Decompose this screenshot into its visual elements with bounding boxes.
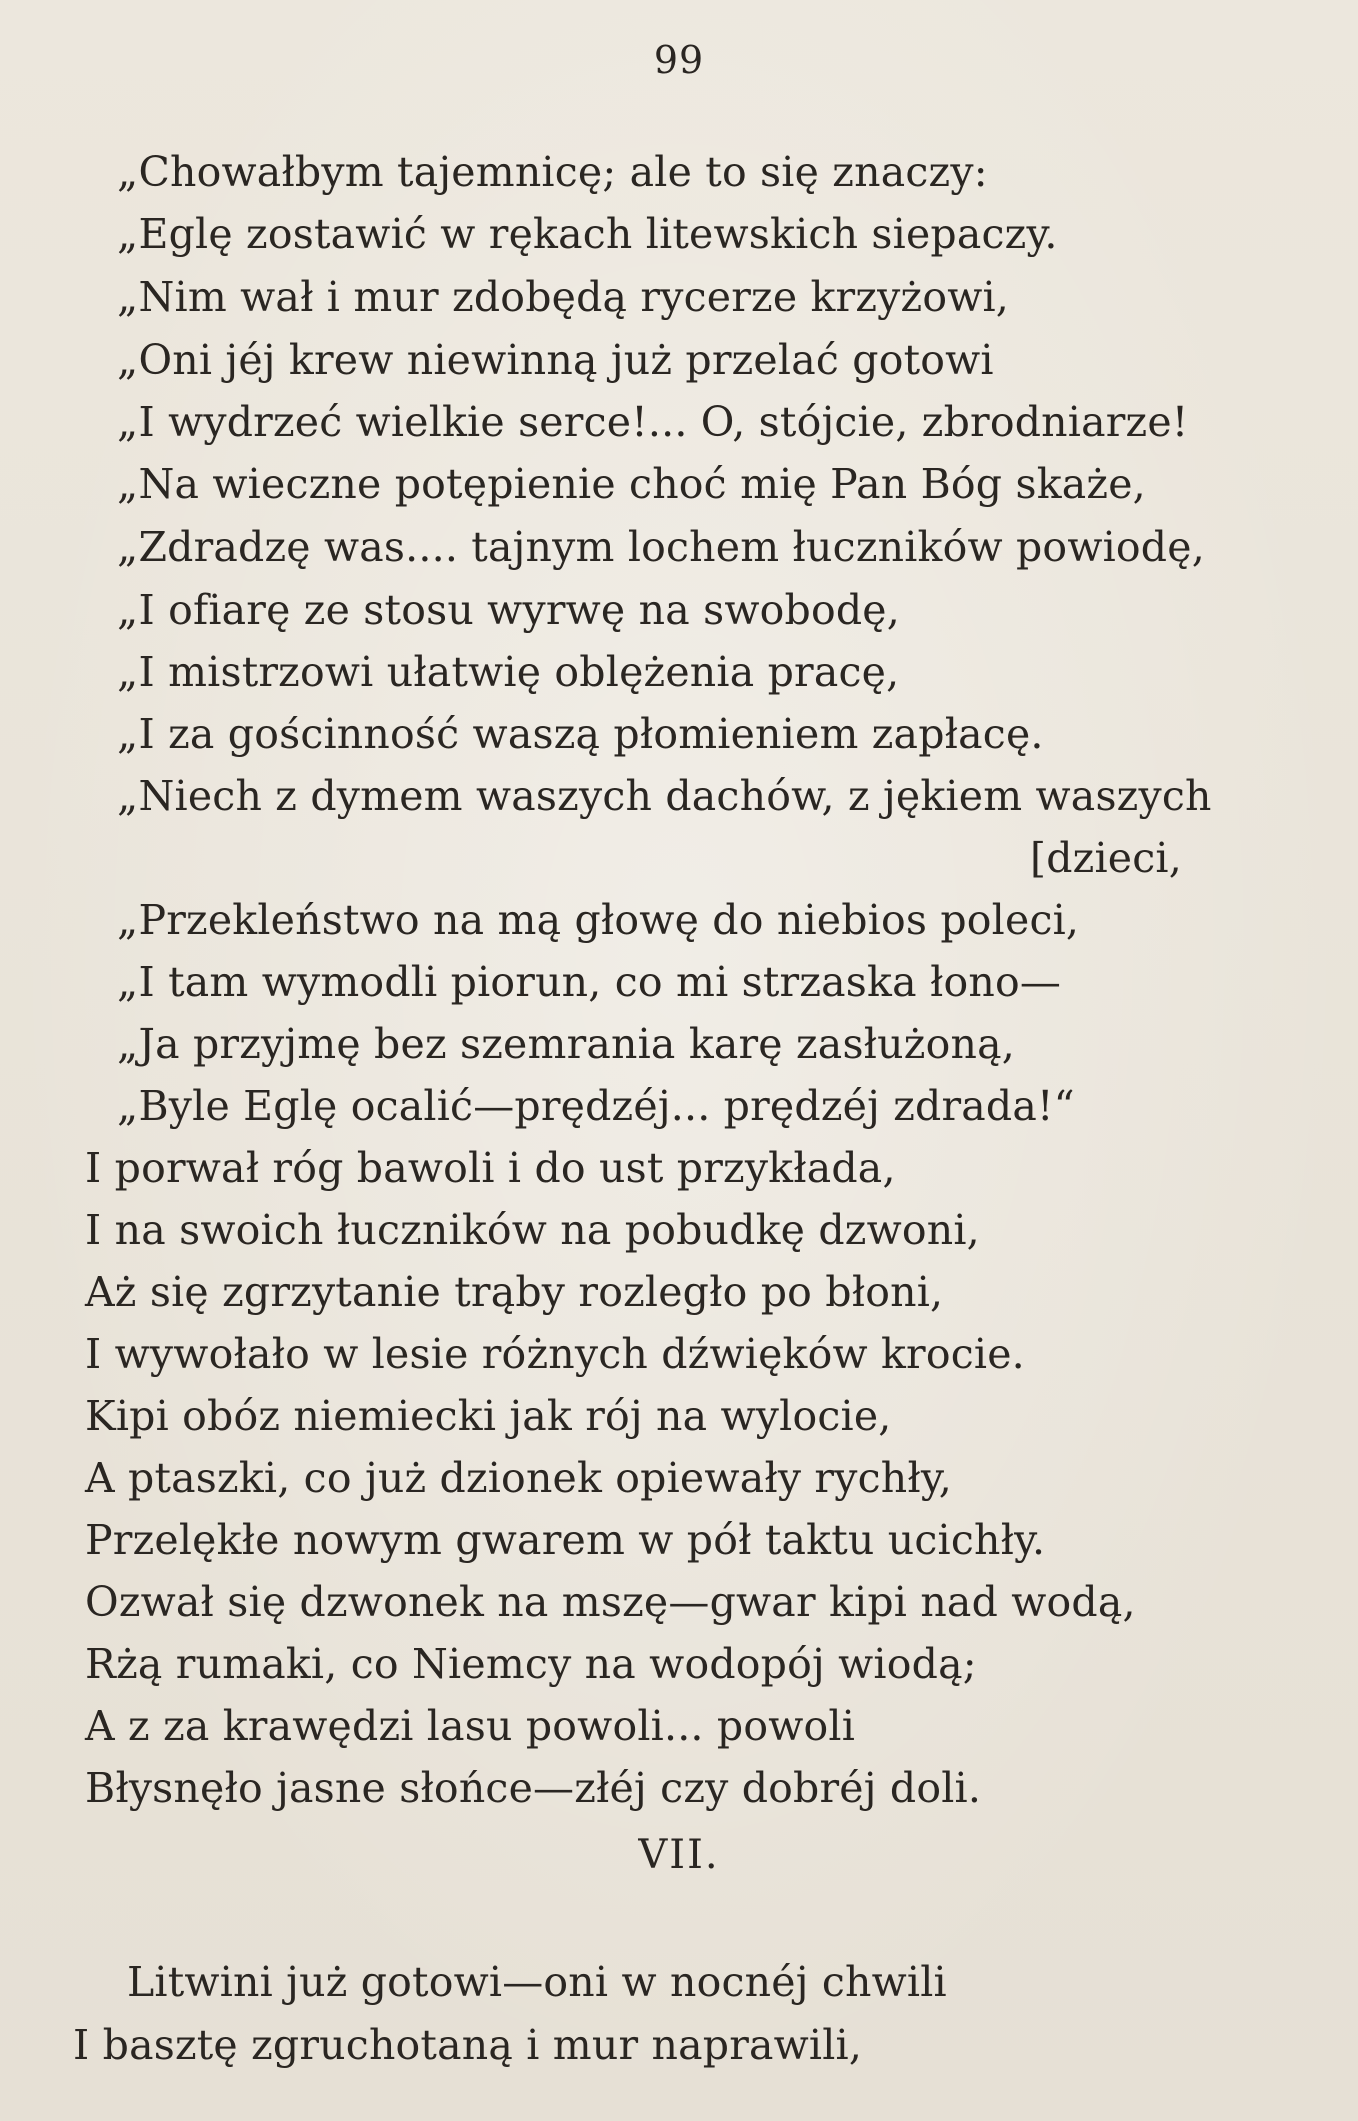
verse-line: „Oni jéj krew niewinną już przelać gotowi — [117, 336, 994, 384]
verse-line: Aż się zgrzytanie trąby rozległo po błoni, — [85, 1268, 944, 1316]
verse-line: „Byle Eglę ocalić—prędzéj... prędzéj zdrada!“ — [117, 1082, 1075, 1130]
verse-line: „I tam wymodli piorun, co mi strzaska łono— — [117, 958, 1062, 1006]
verse-line-continuation: [dzieci, — [1030, 834, 1182, 882]
verse-line: „I mistrzowi ułatwię oblężenia pracę, — [117, 648, 900, 696]
verse-line: I porwał róg bawoli i do ust przykłada, — [85, 1144, 896, 1192]
verse-line: A z za krawędzi lasu powoli... powoli — [85, 1702, 856, 1750]
verse-line: Kipi obóz niemiecki jak rój na wylocie, — [85, 1392, 892, 1440]
verse-line: I basztę zgruchotaną i mur naprawili, — [73, 2021, 863, 2069]
verse-line: „Nim wał i mur zdobędą rycerze krzyżowi, — [117, 273, 1010, 321]
verse-line: A ptaszki, co już dzionek opiewały rychły, — [85, 1454, 952, 1502]
verse-line: „Eglę zostawić w rękach litewskich siepaczy. — [117, 210, 1058, 258]
verse-line: „Chowałbym tajemnicę; ale to się znaczy: — [117, 148, 988, 196]
verse-line: „I wydrzeć wielkie serce!... O, stójcie, zbrodniarze! — [117, 398, 1189, 446]
verse-line: „I ofiarę ze stosu wyrwę na swobodę, — [117, 586, 900, 634]
verse-line: I wywołało w lesie różnych dźwięków krocie. — [85, 1330, 1025, 1378]
verse-line: Przelękłe nowym gwarem w pół taktu ucichły. — [85, 1516, 1046, 1564]
verse-line: Ozwał się dzwonek na mszę—gwar kipi nad wodą, — [85, 1578, 1136, 1626]
section-heading: VII. — [638, 1832, 720, 1878]
verse-line: Błysnęło jasne słońce—złéj czy dobréj doli. — [85, 1764, 982, 1812]
verse-line: „Na wieczne potępienie choć mię Pan Bóg skaże, — [117, 460, 1146, 508]
verse-line: „Ja przyjmę bez szemrania karę zasłużoną, — [117, 1020, 1015, 1068]
verse-line: „I za gościnność waszą płomieniem zapłacę. — [117, 710, 1044, 758]
page-number: 99 — [653, 38, 705, 82]
verse-line: „Przekleństwo na mą głowę do niebios poleci, — [117, 896, 1080, 944]
verse-line: I na swoich łuczników na pobudkę dzwoni, — [85, 1206, 980, 1254]
verse-line: Rżą rumaki, co Niemcy na wodopój wiodą; — [85, 1640, 977, 1688]
verse-line: Litwini już gotowi—oni w nocnéj chwili — [127, 1958, 947, 2006]
verse-line: „Niech z dymem waszych dachów, z jękiem waszych — [117, 772, 1212, 820]
verse-line: „Zdradzę was.... tajnym lochem łuczników powiodę, — [117, 523, 1205, 571]
